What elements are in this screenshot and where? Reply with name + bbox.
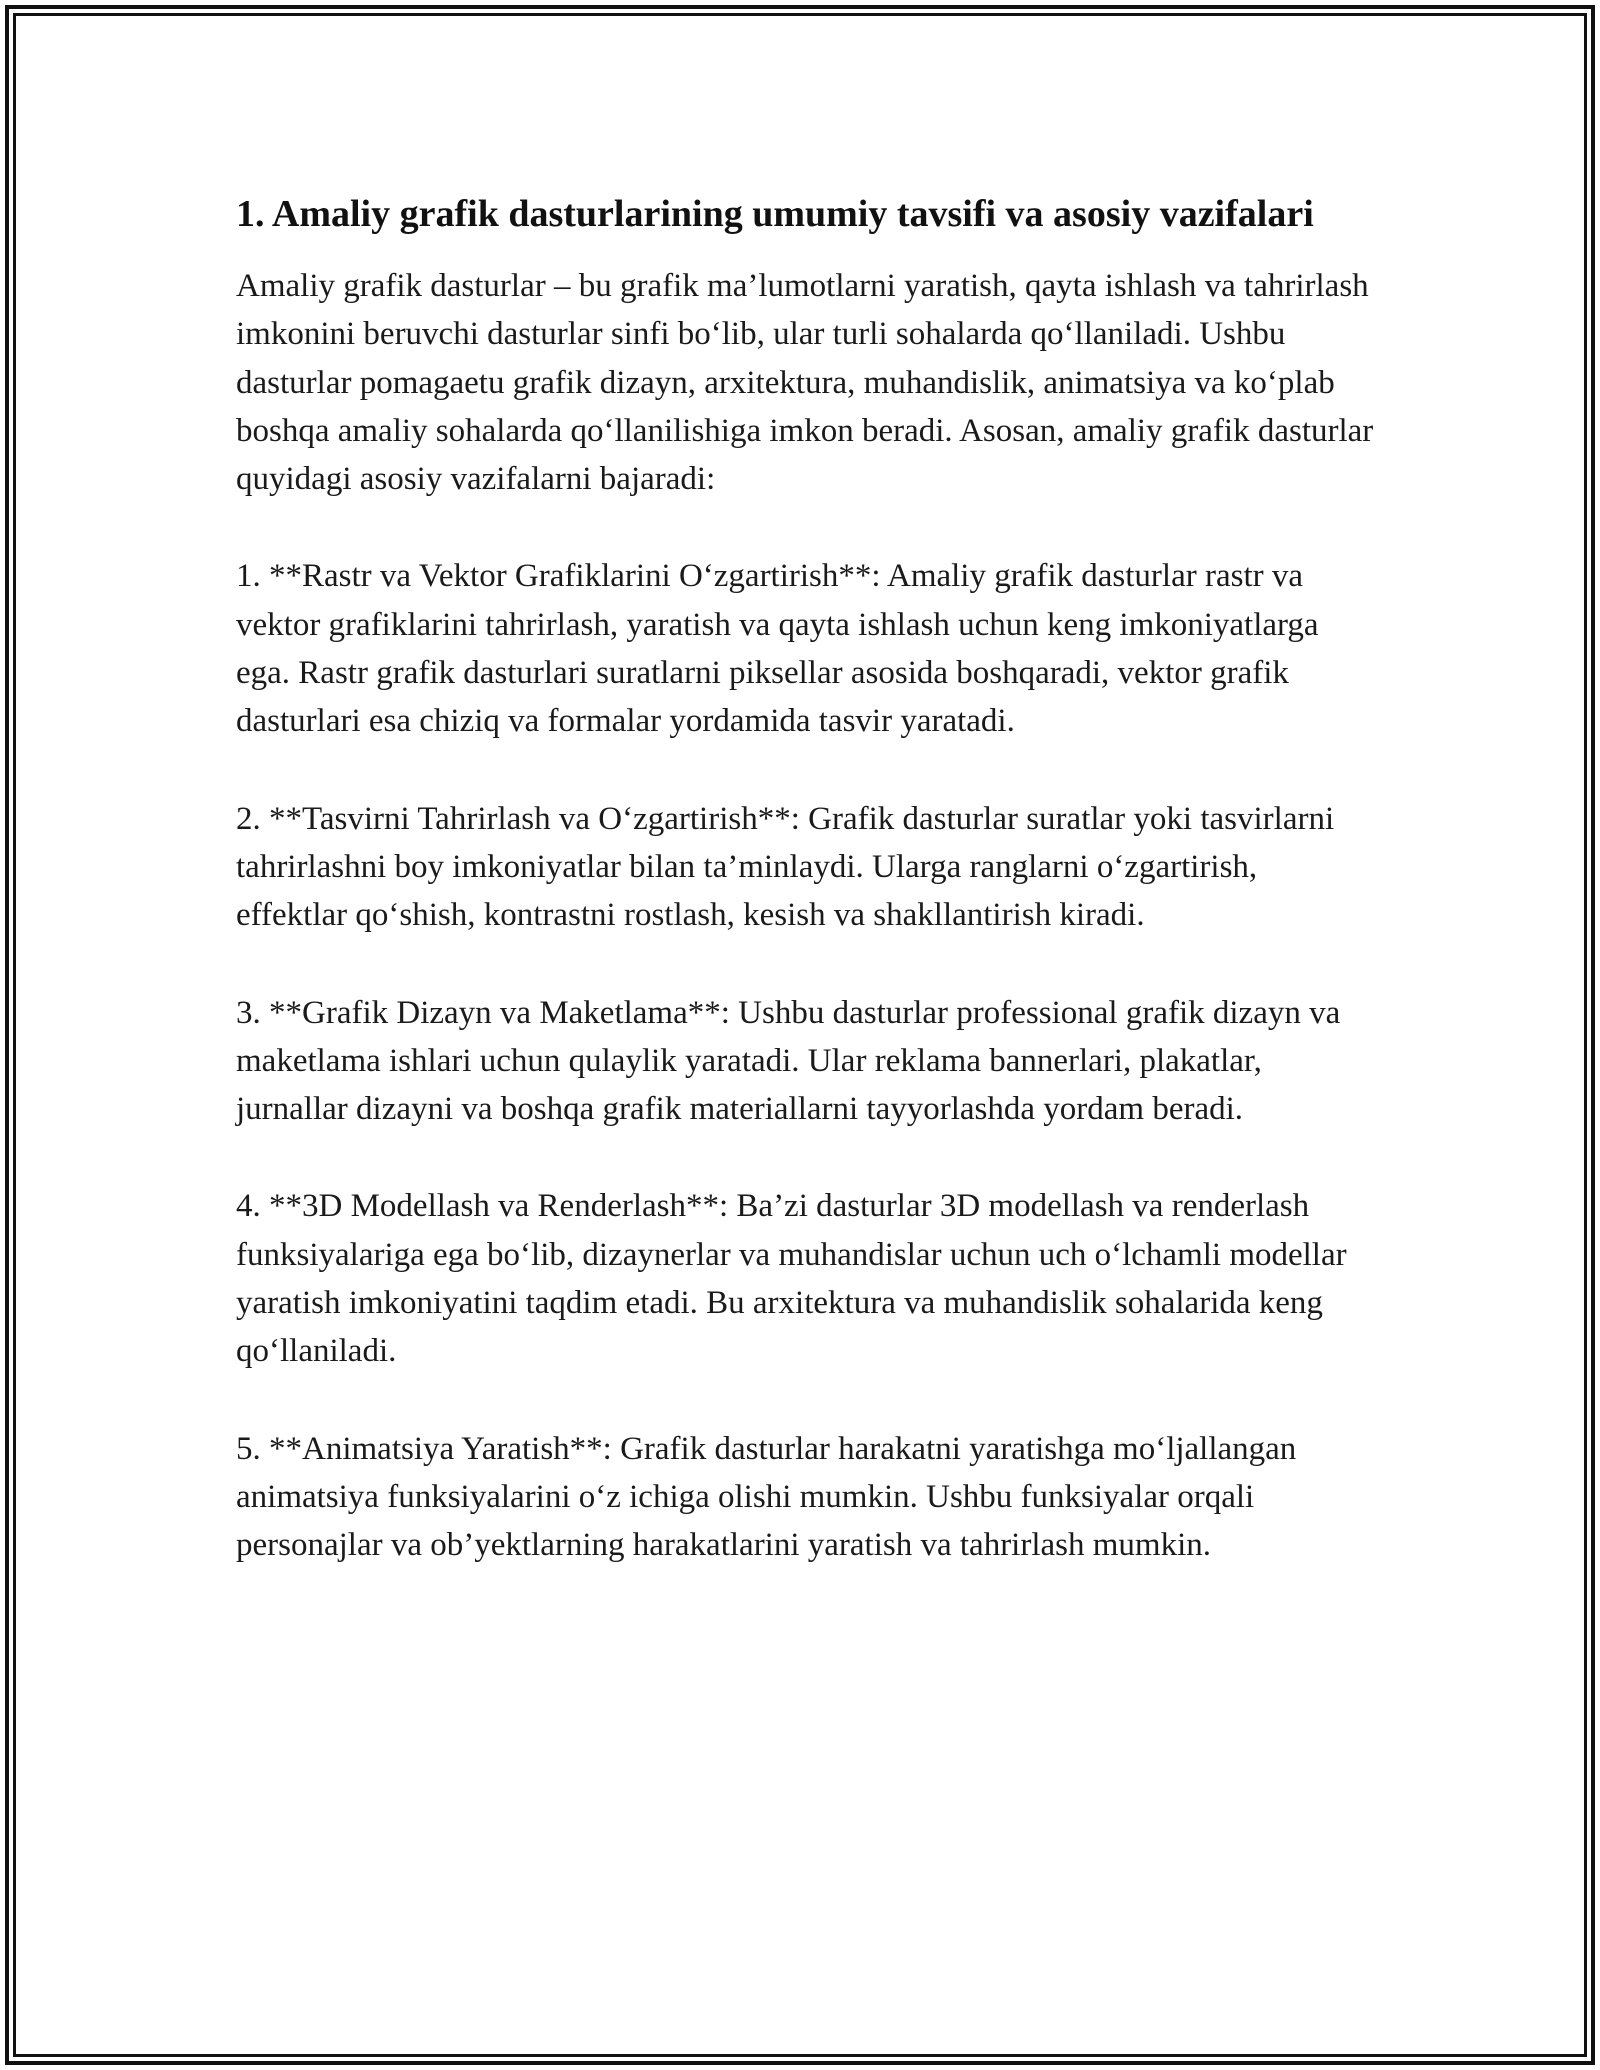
section-heading: 1. Amaliy grafik dasturlarining umumiy tavsifi va asosiy vazifalari	[236, 193, 1314, 235]
list-item-image-editing: 2. **Tasvirni Tahrirlash va O‘zgartirish**: Grafik dasturlar suratlar yoki tasvirlarni tahrirlashni boy imkoniyatlar bilan ta’minlaydi. Ularga ranglarni o‘zgartirish, effektlar qo‘shish, kontrastni rostlash, kesish va shakllantirish kiradi.	[236, 800, 1335, 934]
list-item-graphic-design: 3. **Grafik Dizayn va Maketlama**: Ushbu dasturlar professional grafik dizayn va maketlama ishlari uchun qulaylik yaratadi. Ular reklama bannerlari, plakatlar, jurnallar dizayni va boshqa grafik materiallarni tayyorlashda yordam beradi.	[236, 994, 1341, 1128]
list-item-animation: 5. **Animatsiya Yaratish**: Grafik dasturlar harakatni yaratishga mo‘ljallangan animatsiya funksiyalarini o‘z ichiga olishi mumkin. Ushbu funksiyalar orqali personajlar va ob’yektlarning harakatlarini yaratish va tahrirlash mumkin.	[236, 1430, 1297, 1564]
list-item-raster-vector: 1. **Rastr va Vektor Grafiklarini O‘zgartirish**: Amaliy grafik dasturlar rastr va vektor grafiklarini tahrirlash, yaratish va qayta ishlash uchun keng imkoniyatlarga ega. Rastr grafik dasturlari suratlarni piksellar asosida boshqaradi, vektor grafik dasturlari esa chiziq va formalar yordamida tasvir yaratadi.	[236, 558, 1319, 740]
document-body	[236, 187, 1376, 1619]
list-item-3d-modeling: 4. **3D Modellash va Renderlash**: Ba’zi dasturlar 3D modellash va renderlash funksiyalariga ega bo‘lib, dizaynerlar va muhandislar uchun uch o‘lchamli modellar yaratish imkoniyatini taqdim etadi. Bu arxitektura va muhandislik sohalarida keng qo‘llaniladi.	[236, 1188, 1347, 1370]
intro-paragraph: Amaliy grafik dasturlar – bu grafik ma’lumotlarni yaratish, qayta ishlash va tahrirlash imkonini beruvchi dasturlar sinfi bo‘lib, ular turli sohalarda qo‘llaniladi. Ushbu dasturlar pomagaetu grafik dizayn, arxitektura, muhandislik, animatsiya va ko‘plab boshqa amaliy sohalarda qo‘llanilishiga imkon beradi. Asosan, amaliy grafik dasturlar quyidagi asosiy vazifalarni bajaradi:	[236, 268, 1374, 498]
